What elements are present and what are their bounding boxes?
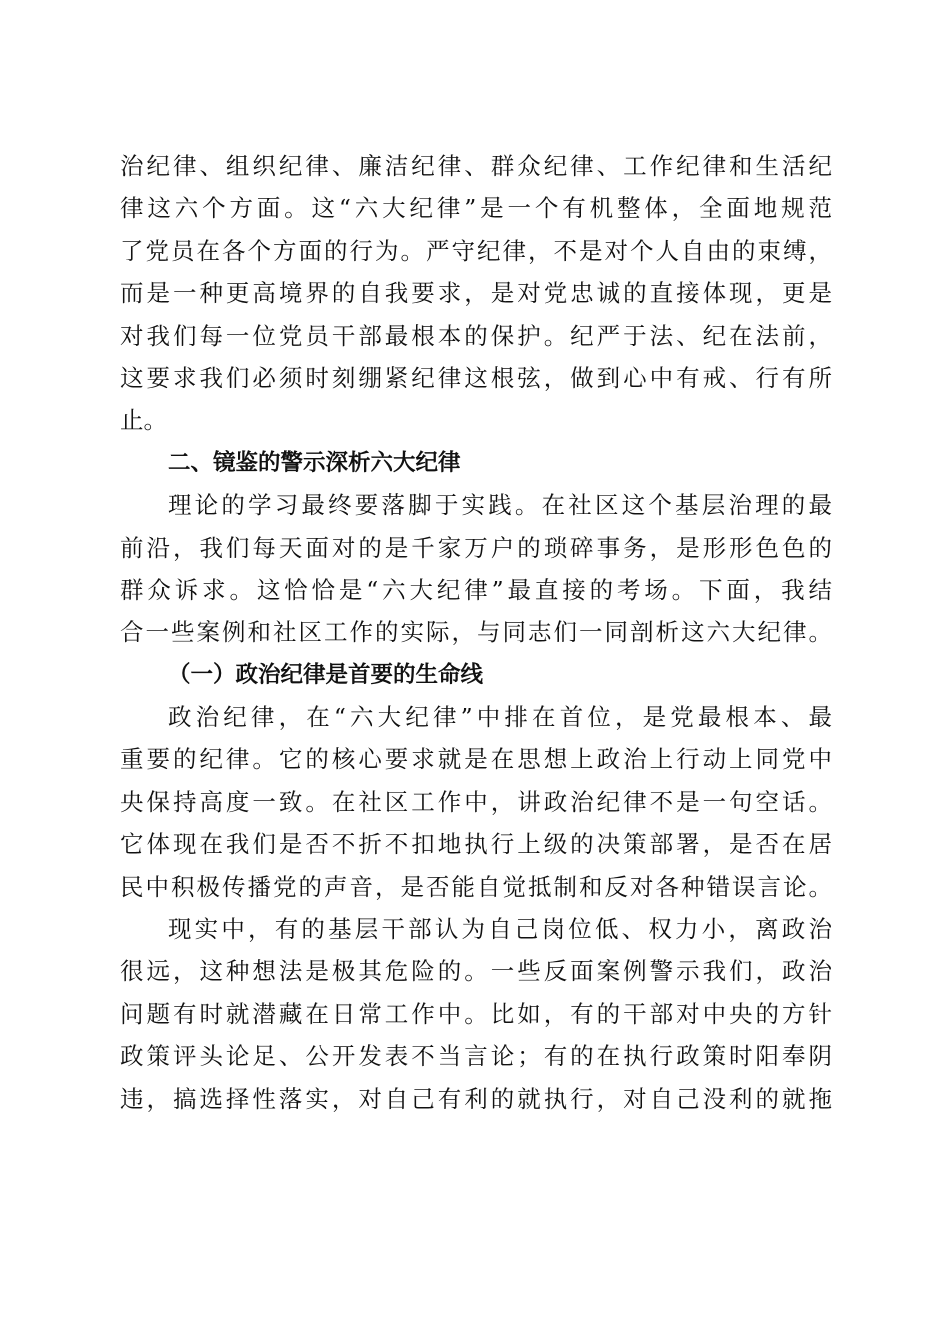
text-line-6: 这要求我们必须时刻绷紧纪律这根弦，做到心中有戒、行有所 — [120, 363, 832, 392]
text-line-21: 问题有时就潜藏在日常工作中。比如，有的干部对中央的方针 — [120, 999, 832, 1028]
text-line-4: 而是一种更高境界的自我要求，是对党忠诚的直接体现，更是 — [120, 279, 832, 308]
subsection-heading-1: （一）政治纪律是首要的生命线 — [168, 661, 484, 688]
text-line-16: 央保持高度一致。在社区工作中，讲政治纪律不是一句空话。 — [120, 787, 832, 816]
text-line-22: 政策评头论足、公开发表不当言论；有的在执行政策时阳奉阴 — [120, 1042, 832, 1071]
text-line-9: 理论的学习最终要落脚于实践。在社区这个基层治理的最 — [168, 491, 832, 520]
text-line-18: 民中积极传播党的声音，是否能自觉抵制和反对各种错误言论。 — [120, 872, 832, 901]
text-line-5: 对我们每一位党员干部最根本的保护。纪严于法、纪在法前， — [120, 321, 832, 350]
text-line-11: 群众诉求。这恰恰是“六大纪律”最直接的考场。下面，我结 — [120, 575, 832, 604]
document-body — [120, 145, 832, 1120]
text-line-20: 很远，这种想法是极其危险的。一些反面案例警示我们，政治 — [120, 957, 832, 986]
text-line-19: 现实中，有的基层干部认为自己岗位低、权力小，离政治 — [168, 915, 832, 944]
text-line-2: 律这六个方面。这“六大纪律”是一个有机整体，全面地规范 — [120, 194, 832, 223]
text-line-7: 止。 — [120, 406, 167, 435]
text-line-17: 它体现在我们是否不折不扣地执行上级的决策部署，是否在居 — [120, 830, 832, 859]
text-line-14: 政治纪律，在“六大纪律”中排在首位，是党最根本、最 — [168, 703, 832, 732]
text-line-12: 合一些案例和社区工作的实际，与同志们一同剖析这六大纪律。 — [120, 618, 832, 647]
text-line-3: 了党员在各个方面的行为。严守纪律，不是对个人自由的束缚， — [120, 236, 832, 265]
text-line-23: 违，搞选择性落实，对自己有利的就执行，对自己没利的就拖 — [120, 1084, 832, 1113]
text-line-10: 前沿，我们每天面对的是千家万户的琐碎事务，是形形色色的 — [120, 533, 832, 562]
text-line-15: 重要的纪律。它的核心要求就是在思想上政治上行动上同党中 — [120, 745, 832, 774]
text-line-1: 治纪律、组织纪律、廉洁纪律、群众纪律、工作纪律和生活纪 — [120, 152, 832, 180]
section-heading-2: 二、镜鉴的警示深析六大纪律 — [168, 449, 461, 476]
